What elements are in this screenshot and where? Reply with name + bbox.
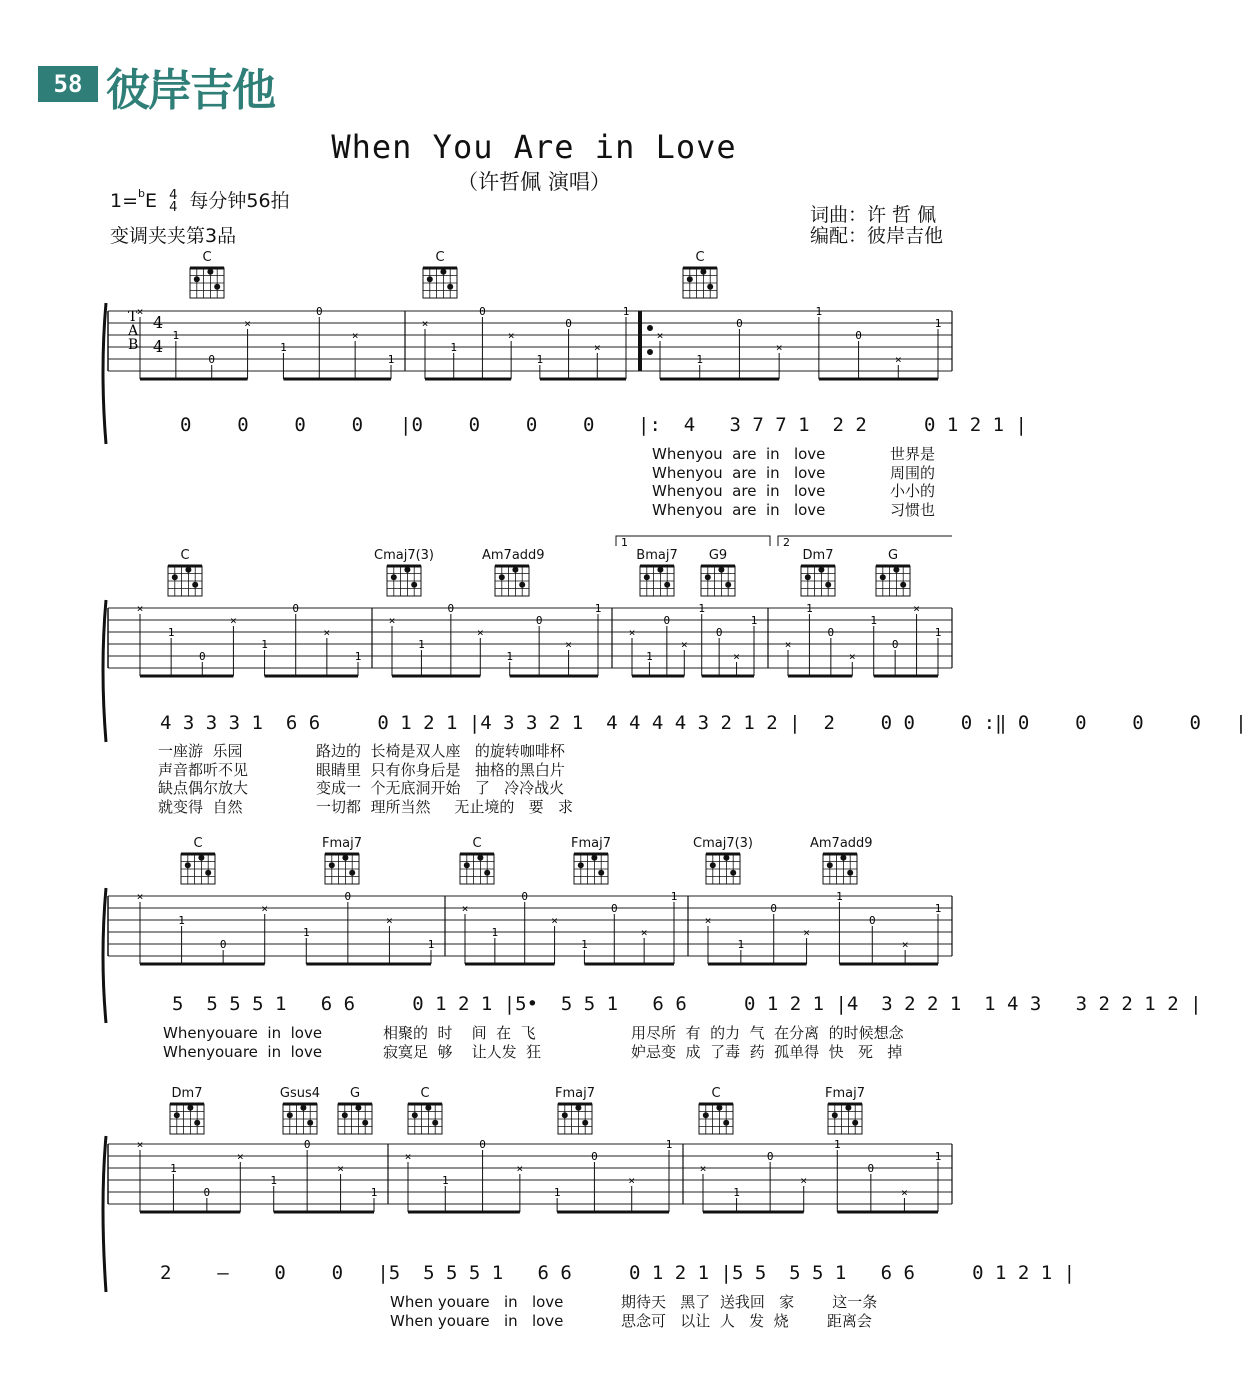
tab-note: 1 bbox=[506, 650, 514, 663]
chord-dot bbox=[562, 1112, 568, 1118]
tab-note: × bbox=[565, 638, 572, 651]
tab-note: 1 bbox=[450, 341, 458, 354]
lyric-block bbox=[621, 1293, 877, 1330]
tab-note: 1 bbox=[302, 926, 310, 939]
chord-dot bbox=[893, 567, 899, 573]
chord-name: Dm7 bbox=[171, 1086, 203, 1101]
tab-note: × bbox=[913, 602, 920, 615]
tab-note: × bbox=[507, 329, 515, 342]
tab-note: × bbox=[551, 914, 558, 927]
tab-note: 1 bbox=[833, 1138, 841, 1151]
tab-note: 1 bbox=[870, 614, 878, 627]
tab-note: 1 bbox=[815, 305, 823, 318]
chord-dot bbox=[598, 870, 604, 876]
chord-dot bbox=[880, 574, 886, 580]
lyric-line: 一座游 乐园 bbox=[158, 742, 243, 760]
tab-note: × bbox=[476, 626, 484, 639]
jianpu-line: 5 5 5 5 1 6 6 0 1 2 1 |5• 5 5 1 6 6 0 1 2 1 |4 3 2 2 1 1 4 3 3 2 2 1 2 | bbox=[172, 993, 1202, 1015]
tab-note: × bbox=[848, 650, 856, 663]
tab-note: 0 bbox=[208, 353, 216, 366]
tab-note: 0 bbox=[736, 317, 743, 330]
credits-arrangement: 编配：彼岸吉他 bbox=[810, 225, 944, 247]
system-brace bbox=[103, 888, 106, 1023]
chord-dot bbox=[710, 862, 716, 868]
system-brace bbox=[103, 303, 106, 444]
tab-note: 1 bbox=[750, 614, 758, 627]
chord-name: C bbox=[435, 250, 445, 265]
credits-lyrics-music: 词曲：许 哲 佩 bbox=[810, 204, 937, 226]
lyric-line: Whenyou are in love bbox=[652, 482, 826, 500]
tab-note: 0 bbox=[219, 938, 227, 951]
tab-clef-letter: T bbox=[128, 309, 138, 325]
tab-note: 1 bbox=[387, 353, 395, 366]
jianpu-line: 0 0 0 0 bbox=[180, 414, 364, 436]
chord-name: Fmaj7 bbox=[555, 1086, 595, 1101]
logo-text: 彼岸吉他 bbox=[106, 65, 274, 116]
lyric-line: 缺点偶尔放大 bbox=[158, 779, 249, 797]
repeat-dot bbox=[647, 349, 653, 355]
chord-dot bbox=[575, 1105, 581, 1111]
tab-note: × bbox=[894, 353, 902, 366]
volta-bracket-2 bbox=[778, 536, 952, 546]
chord-dot bbox=[700, 269, 706, 275]
time-sig-digit: 4 bbox=[153, 337, 164, 356]
tab-note: × bbox=[386, 914, 393, 927]
tab-note: 1 bbox=[806, 602, 813, 615]
chord-dot bbox=[404, 567, 410, 573]
tab-note: 0 bbox=[827, 626, 835, 639]
chord-dot bbox=[391, 574, 397, 580]
tab-note: × bbox=[461, 902, 469, 915]
lyric-block bbox=[890, 445, 935, 519]
tab-note: 0 bbox=[535, 614, 543, 627]
jianpu-line: 2 – 0 0 |5 5 5 5 1 6 6 0 1 2 1 |5 5 5 5 1 6 6 0 1 2 1 | bbox=[160, 1262, 1076, 1284]
chord-dot bbox=[411, 582, 417, 588]
chord-dot bbox=[287, 1112, 293, 1118]
tab-note: 0 bbox=[479, 305, 486, 318]
tab-note: × bbox=[628, 1174, 636, 1187]
chord-dot bbox=[582, 1120, 588, 1126]
chord-name: Fmaj7 bbox=[571, 836, 611, 851]
chord-dot bbox=[718, 567, 724, 573]
tab-note: 0 bbox=[521, 890, 529, 903]
chord-dot bbox=[192, 582, 198, 588]
chord-dot bbox=[447, 284, 453, 290]
jianpu-line: 4 3 3 3 1 6 6 0 1 2 1 |4 3 3 2 1 4 4 4 4 3 2 1 2 | 2 0 0 0 :‖ 0 0 0 0 | bbox=[160, 712, 1247, 734]
chord-dot bbox=[657, 567, 663, 573]
tab-note: 0 bbox=[766, 1150, 774, 1163]
tab-note: 1 bbox=[594, 602, 602, 615]
tab-note: 0 bbox=[591, 1150, 598, 1163]
chord-dot bbox=[349, 870, 355, 876]
chord-dot bbox=[484, 870, 490, 876]
tab-note: × bbox=[351, 329, 359, 342]
chord-dot bbox=[425, 1105, 431, 1111]
time-bottom: 4 bbox=[169, 199, 178, 215]
tab-note: × bbox=[593, 341, 601, 354]
tab-note: 0 bbox=[198, 650, 206, 663]
tab-note: × bbox=[337, 1162, 344, 1175]
chord-dot bbox=[900, 582, 906, 588]
tab-note: 1 bbox=[737, 938, 745, 951]
chord-dot bbox=[207, 269, 213, 275]
tab-note: × bbox=[236, 1150, 244, 1163]
tab-note: 1 bbox=[427, 938, 435, 951]
tab-note: × bbox=[733, 650, 740, 663]
chord-dot bbox=[412, 1112, 418, 1118]
tab-note: 0 bbox=[867, 1162, 875, 1175]
chord-name: Fmaj7 bbox=[825, 1086, 865, 1101]
tab-note: 1 bbox=[836, 890, 843, 903]
chord-dot bbox=[194, 1120, 200, 1126]
tab-note: × bbox=[230, 614, 237, 627]
lyric-block bbox=[390, 1293, 563, 1330]
tab-note: 0 bbox=[715, 626, 723, 639]
tab-note: × bbox=[136, 305, 144, 318]
lyric-line: 眼睛里 只有你身后是 抽格的黑白片 bbox=[316, 760, 565, 779]
tab-note: × bbox=[244, 317, 251, 330]
chord-dot bbox=[716, 1105, 722, 1111]
lyric-block bbox=[631, 1024, 904, 1061]
lyric-line: Whenyouare in love bbox=[163, 1024, 323, 1042]
key-prefix: 1= bbox=[110, 190, 139, 212]
tab-note: 0 bbox=[303, 1138, 311, 1151]
chord-dot bbox=[427, 276, 433, 282]
chord-name: Gsus4 bbox=[279, 1086, 321, 1101]
song-subtitle: （许哲佩 演唱） bbox=[457, 170, 611, 194]
chord-dot bbox=[818, 567, 824, 573]
lyric-line: When youare in love bbox=[390, 1293, 564, 1311]
chord-dot bbox=[477, 855, 483, 861]
tab-note: 1 bbox=[670, 890, 678, 903]
chord-dot bbox=[687, 276, 693, 282]
tab-note: 1 bbox=[270, 1174, 278, 1187]
tab-note: 1 bbox=[733, 1186, 740, 1199]
tab-note: 1 bbox=[698, 602, 706, 615]
tab-note: × bbox=[388, 614, 396, 627]
chord-name: C bbox=[472, 836, 482, 851]
chord-dot bbox=[499, 574, 505, 580]
chord-name: C bbox=[180, 548, 190, 563]
chord-name: Cmaj7(3) bbox=[374, 548, 435, 563]
tab-note: 1 bbox=[280, 341, 287, 354]
chord-name: Dm7 bbox=[802, 548, 834, 563]
chord-dot bbox=[440, 269, 446, 275]
tab-note: 0 bbox=[292, 602, 300, 615]
system-brace bbox=[103, 600, 106, 742]
tempo: 每分钟56拍 bbox=[189, 190, 290, 212]
tab-note: × bbox=[775, 341, 783, 354]
tab-note: × bbox=[136, 602, 144, 615]
chord-dot bbox=[362, 1120, 368, 1126]
volta-label-1: 1 bbox=[621, 536, 628, 549]
chord-name: C bbox=[420, 1086, 430, 1101]
lyric-line: Whenyouare in love bbox=[163, 1042, 323, 1061]
chord-dot bbox=[185, 862, 191, 868]
tab-note: × bbox=[516, 1162, 524, 1175]
tab-note: 1 bbox=[170, 1162, 177, 1175]
tab-note: 1 bbox=[553, 1186, 561, 1199]
tab-note: × bbox=[901, 938, 909, 951]
tab-note: × bbox=[803, 926, 810, 939]
tab-note: 0 bbox=[855, 329, 862, 342]
chord-dot bbox=[703, 1112, 709, 1118]
tab-note: × bbox=[901, 1186, 908, 1199]
tab-note: × bbox=[136, 1138, 144, 1151]
tab-note: 1 bbox=[261, 638, 268, 651]
tab-note: 0 bbox=[770, 902, 778, 915]
tab-note: 1 bbox=[178, 914, 185, 927]
chord-dot bbox=[725, 582, 731, 588]
tab-note: × bbox=[699, 1162, 707, 1175]
lyric-line: 相聚的 时 间 在 飞 bbox=[383, 1024, 536, 1042]
chord-dot bbox=[847, 870, 853, 876]
tab-note: × bbox=[800, 1174, 808, 1187]
chord-name: Cmaj7(3) bbox=[693, 836, 754, 851]
chord-name: C bbox=[695, 250, 705, 265]
tab-note: × bbox=[136, 890, 144, 903]
chord-dot bbox=[464, 862, 470, 868]
chord-name: C bbox=[193, 836, 203, 851]
chord-dot bbox=[578, 862, 584, 868]
tab-note: 1 bbox=[536, 353, 544, 366]
chord-dot bbox=[174, 1112, 180, 1118]
tab-note: 1 bbox=[696, 353, 704, 366]
chord-dot bbox=[723, 1120, 729, 1126]
lyric-line: 思念可 以让 人 发 烧 距离会 bbox=[621, 1311, 872, 1330]
chord-dot bbox=[832, 1112, 838, 1118]
tab-note: 1 bbox=[167, 626, 175, 639]
chord-dot bbox=[512, 567, 518, 573]
chord-dot bbox=[355, 1105, 361, 1111]
repeat-dot bbox=[647, 325, 653, 331]
tab-note: × bbox=[680, 638, 688, 651]
tab-note: 1 bbox=[665, 1138, 673, 1151]
tab-note: 0 bbox=[344, 890, 352, 903]
lyric-line: 寂寞足 够 让人发 狂 bbox=[383, 1042, 542, 1061]
tab-note: 1 bbox=[441, 1174, 449, 1187]
tab-note: 0 bbox=[891, 638, 899, 651]
tab-note: 0 bbox=[479, 1138, 486, 1151]
volta-bracket-1 bbox=[616, 536, 770, 546]
chord-name: Bmaj7 bbox=[636, 548, 678, 563]
chord-dot bbox=[805, 574, 811, 580]
time-sig-digit: 4 bbox=[153, 313, 164, 332]
chord-name: Fmaj7 bbox=[322, 836, 362, 851]
lyric-line: 变成一 个无底洞开始 了 冷冷战火 bbox=[316, 779, 565, 797]
lyric-line: 妒忌变 成 了毒 药 孤单得 快 死 掉 bbox=[631, 1042, 903, 1061]
tab-note: 0 bbox=[663, 614, 671, 627]
chord-dot bbox=[172, 574, 178, 580]
tab-note: 1 bbox=[370, 1186, 378, 1199]
capo-note: 变调夹夹第3品 bbox=[110, 225, 237, 247]
chord-dot bbox=[342, 855, 348, 861]
chord-dot bbox=[307, 1120, 313, 1126]
tab-note: 0 bbox=[565, 317, 572, 330]
lyric-line: 用尽所 有 的力 气 在分离 的时候想念 bbox=[631, 1024, 904, 1042]
tab-note: 0 bbox=[610, 902, 618, 915]
key-note: E bbox=[145, 190, 158, 212]
tab-clef-letter: A bbox=[128, 323, 139, 339]
lyric-block bbox=[383, 1024, 541, 1061]
chord-dot bbox=[432, 1120, 438, 1126]
chord-dot bbox=[205, 870, 211, 876]
jianpu-line: |: 4 3 7 7 1 2 2 0 1 2 1 | bbox=[638, 414, 1027, 436]
chord-dot bbox=[707, 284, 713, 290]
chord-dot bbox=[342, 1112, 348, 1118]
lyric-line: Whenyou are in love bbox=[652, 500, 826, 519]
tab-note: × bbox=[404, 1150, 412, 1163]
key-flat: b bbox=[138, 187, 145, 200]
lyric-line: 周围的 bbox=[890, 463, 936, 482]
chord-dot bbox=[845, 1105, 851, 1111]
lyric-line: When youare in love bbox=[390, 1311, 564, 1330]
chord-dot bbox=[198, 855, 204, 861]
chord-name: Am7add9 bbox=[810, 836, 873, 851]
tab-note: 1 bbox=[622, 305, 630, 318]
chord-dot bbox=[194, 276, 200, 282]
chord-name: G bbox=[349, 1086, 361, 1101]
lyric-block bbox=[163, 1024, 322, 1061]
tab-note: 1 bbox=[491, 926, 499, 939]
lyric-line: Whenyou are in love bbox=[652, 445, 826, 463]
chord-dot bbox=[664, 582, 670, 588]
tab-note: 0 bbox=[315, 305, 323, 318]
chord-dot bbox=[827, 862, 833, 868]
tab-note: × bbox=[421, 317, 429, 330]
chord-dot bbox=[730, 870, 736, 876]
lyric-line: 期待天 黑了 送我回 家 这一条 bbox=[621, 1293, 878, 1311]
chord-dot bbox=[840, 855, 846, 861]
system-brace bbox=[103, 1136, 106, 1292]
lyric-block bbox=[652, 445, 825, 519]
tab-note: × bbox=[628, 626, 636, 639]
chord-dot bbox=[300, 1105, 306, 1111]
tab-note: 1 bbox=[646, 650, 653, 663]
lyric-line: 小小的 bbox=[890, 482, 936, 500]
tab-note: 1 bbox=[934, 317, 942, 330]
chord-name: G bbox=[887, 548, 899, 563]
song-title: When You Are in Love bbox=[331, 128, 737, 166]
tab-note: 1 bbox=[418, 638, 425, 651]
tab-note: 1 bbox=[934, 626, 942, 639]
logo-badge: 58 bbox=[38, 66, 98, 102]
chord-name: C bbox=[711, 1086, 721, 1101]
chord-dot bbox=[723, 855, 729, 861]
chord-dot bbox=[852, 1120, 858, 1126]
chord-dot bbox=[644, 574, 650, 580]
lyric-line: 世界是 bbox=[890, 445, 936, 463]
tab-note: × bbox=[640, 926, 648, 939]
tab-note: 0 bbox=[203, 1186, 211, 1199]
lyric-line: 路边的 长椅是双人座 的旋转咖啡杯 bbox=[316, 742, 565, 760]
tab-clef-letter: B bbox=[128, 337, 139, 353]
volta-label-2: 2 bbox=[783, 536, 790, 549]
chord-name: C bbox=[202, 250, 212, 265]
tab-note: × bbox=[656, 329, 664, 342]
chord-dot bbox=[185, 567, 191, 573]
tab-note: 1 bbox=[934, 902, 942, 915]
chord-dot bbox=[214, 284, 220, 290]
tab-note: 0 bbox=[447, 602, 455, 615]
chord-dot bbox=[187, 1105, 193, 1111]
chord-dot bbox=[329, 862, 335, 868]
chord-dot bbox=[705, 574, 711, 580]
tab-note: 1 bbox=[934, 1150, 942, 1163]
lyric-block bbox=[158, 742, 248, 816]
lyric-block bbox=[316, 742, 573, 816]
tab-note: 1 bbox=[172, 329, 180, 342]
lyric-line: 就变得 自然 bbox=[158, 797, 243, 816]
chord-dot bbox=[825, 582, 831, 588]
lyric-line: 习惯也 bbox=[890, 500, 936, 519]
tab-note: × bbox=[704, 914, 712, 927]
tab-note: × bbox=[784, 638, 792, 651]
tab-note: 1 bbox=[354, 650, 362, 663]
chord-name: G9 bbox=[708, 548, 728, 563]
lyric-line: 声音都听不见 bbox=[158, 760, 249, 779]
chord-name: Am7add9 bbox=[482, 548, 545, 563]
tab-note: 1 bbox=[581, 938, 588, 951]
lyric-line: Whenyou are in love bbox=[652, 463, 826, 482]
lyric-line: 一切都 理所当然 无止境的 要 求 bbox=[316, 797, 573, 816]
chord-dot bbox=[519, 582, 525, 588]
tab-note: 0 bbox=[868, 914, 876, 927]
tab-note: × bbox=[261, 902, 269, 915]
tab-note: × bbox=[323, 626, 331, 639]
jianpu-line: |0 0 0 0 bbox=[400, 414, 595, 436]
time-top: 4 bbox=[169, 187, 178, 203]
chord-dot bbox=[591, 855, 597, 861]
